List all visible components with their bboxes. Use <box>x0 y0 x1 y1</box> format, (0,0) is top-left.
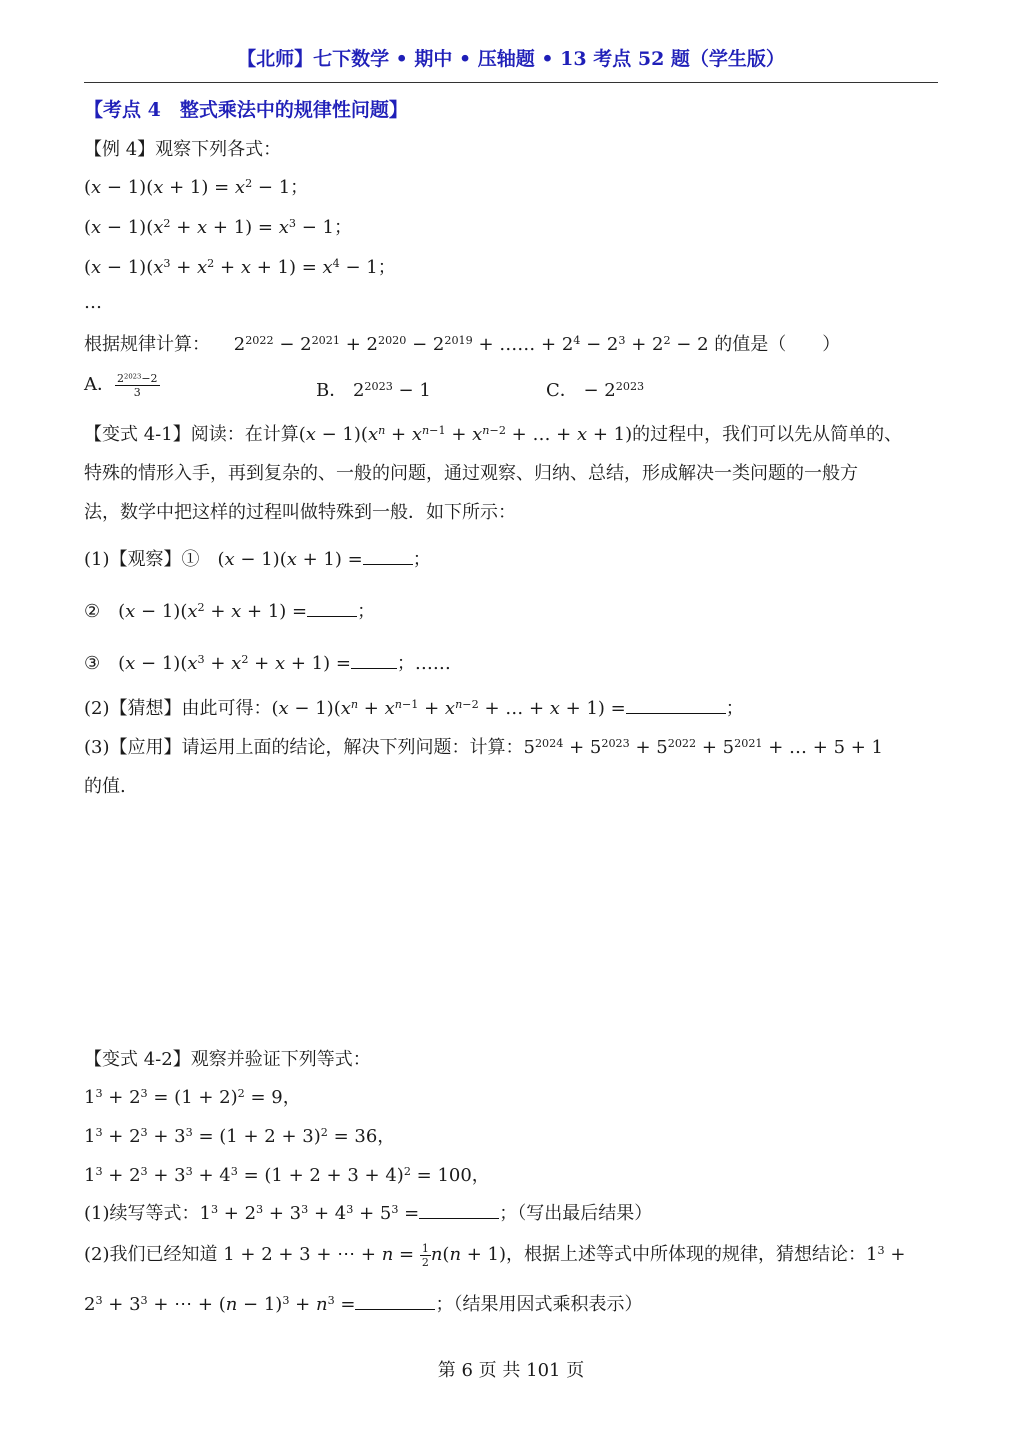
variant2-eq-3: $1^3 + 2^3 + 3^3 + 4^3 = (1 + 2 + 3 + 4)^2 = 100$， <box>84 1164 490 1186</box>
answer-blank[interactable] <box>351 650 397 669</box>
example-ellipsis: … <box>84 292 102 313</box>
variant1-q3-label: (3)【应用】请运用上面的结论，解决下列问题：计算： <box>84 737 524 758</box>
variant2-q2-line2: $2^3 + 3^3$ + ⋯ + $(n - 1)^3 + n^3$ = ；（结果用因式乘积表示） <box>84 1290 642 1316</box>
header-title: 【北师】七下数学 • 期中 • 压轴题 • 13 考点 52 题（学生版） <box>237 48 785 70</box>
example-eq-1: $(x - 1)(x + 1) = x^2 - 1$； <box>84 176 309 198</box>
variant1-q2: (2)【猜想】由此可得：$(x - 1)(x^n + x^{n-1} + x^{n-2}$ + … + x + 1) = ； <box>84 694 744 720</box>
variant2-intro: 【变式 4-2】观察并验证下列等式： <box>84 1049 371 1070</box>
variant2-eq-2: $1^3 + 2^3 + 3^3 = (1 + 2 + 3)^2 = 36$， <box>84 1125 396 1147</box>
option-c-label: C． <box>546 380 578 401</box>
variant2-q2-mid: ，根据上述等式中所体现的规律，猜想结论： <box>506 1244 867 1265</box>
answer-blank[interactable] <box>419 1200 499 1219</box>
option-b[interactable]: B． $2^{2023} - 1$ <box>316 379 431 401</box>
answer-blank[interactable] <box>363 546 413 565</box>
variant1-q1-item3: ③ $(x - 1)(x^3 + x^2 + x + 1)$ = ；…… <box>84 649 451 675</box>
variant1-intro-line3: 法，数学中把这样的过程叫做特殊到一般．如下所示： <box>84 502 516 523</box>
variant1-q3: (3)【应用】请运用上面的结论，解决下列问题：计算：$5^{2024} + 5^{2023} + 5^{2022} + 5^{2021}$ + … + 5 + 1 <box>84 736 884 758</box>
option-c[interactable]: C． − $2^{2023}$ <box>546 379 645 401</box>
variant1-q1-item2: ② $(x - 1)(x^2 + x + 1)$ = ； <box>84 597 375 623</box>
variant1-q3-end: 的值. <box>84 776 126 797</box>
example-eq-3: $(x - 1)(x^3 + x^2 + x + 1) = x^4 - 1$； <box>84 256 396 278</box>
option-a[interactable] <box>84 370 160 399</box>
variant2-q2-note: ；（结果用因式乘积表示） <box>435 1294 643 1315</box>
variant2-q1-label: (1)续写等式： <box>84 1203 200 1224</box>
variant2-q2: (2)我们已经知道 1 + 2 + 3 + ⋯ + n = $\frac{1}{2}$ n(n + 1)，根据上述等式中所体现的规律，猜想结论：$1^3$ + <box>84 1241 906 1269</box>
option-b-label: B． <box>316 380 348 401</box>
variant1-q2-label: (2)【猜想】由此可得： <box>84 698 272 719</box>
answer-blank[interactable] <box>626 695 726 714</box>
page-footer: 第 6 页 共 101 页 <box>437 1360 585 1381</box>
example-eq-2: $(x - 1)(x^2 + x + 1) = x^3 - 1$； <box>84 216 352 238</box>
circle-2: ② <box>84 601 101 622</box>
variant2-q2-label: (2)我们已经知道 <box>84 1244 218 1265</box>
answer-blank[interactable] <box>355 1291 435 1310</box>
variant1-q1-label: (1)【观察】① <box>84 549 200 570</box>
variant2-eq-1: $1^3 + 2^3 = (1 + 2)^2 = 9$， <box>84 1086 301 1108</box>
header-divider <box>84 82 938 83</box>
option-a-label: A． <box>84 374 115 395</box>
section-heading: 【考点 4 整式乘法中的规律性问题】 <box>84 99 408 121</box>
variant1-intro-text-end: 的过程中，我们可以先从简单的、 <box>632 424 903 445</box>
example-question <box>84 330 840 356</box>
variant2-q1-note: ；（写出最后结果） <box>499 1203 653 1224</box>
variant1-q1: (1)【观察】① (x − 1)(x + 1) = ； <box>84 545 431 571</box>
example-question-suffix: 的值是（ ） <box>714 334 841 355</box>
example-label: 【例 4】观察下列各式： <box>84 139 282 160</box>
example-question-prefix: 根据规律计算： <box>84 334 210 355</box>
option-a-fraction: $\frac{2^{2023}-2}{3}$ <box>117 371 158 399</box>
answer-blank[interactable] <box>307 598 357 617</box>
variant1-intro-line1: 【变式 4-1】阅读：在计算$(x - 1)(x^n + x^{n-1} + x^{n-2}$ + … + x + 1)的过程中，我们可以先从简单的、 <box>84 423 903 445</box>
ellipsis-dots: …… <box>414 653 451 674</box>
example-expression: $2^{2022} - 2^{2021} + 2^{2020} - 2^{2019}$ + …… + $2^4 - 2^3 + 2^2 - 2$ <box>215 333 715 355</box>
variant1-intro-line2: 特殊的情形入手，再到复杂的、一般的问题，通过观察、归纳、总结，形成解决一类问题的一般方 <box>84 463 858 484</box>
half-fraction: $\frac{1}{2}$ <box>421 1241 429 1269</box>
variant2-q1: (1)续写等式：$1^3 + 2^3 + 3^3 + 4^3 + 5^3$ = ；（写出最后结果） <box>84 1199 652 1225</box>
variant1-intro-text: 【变式 4-1】阅读：在计算 <box>84 424 299 445</box>
circle-3: ③ <box>84 653 101 674</box>
